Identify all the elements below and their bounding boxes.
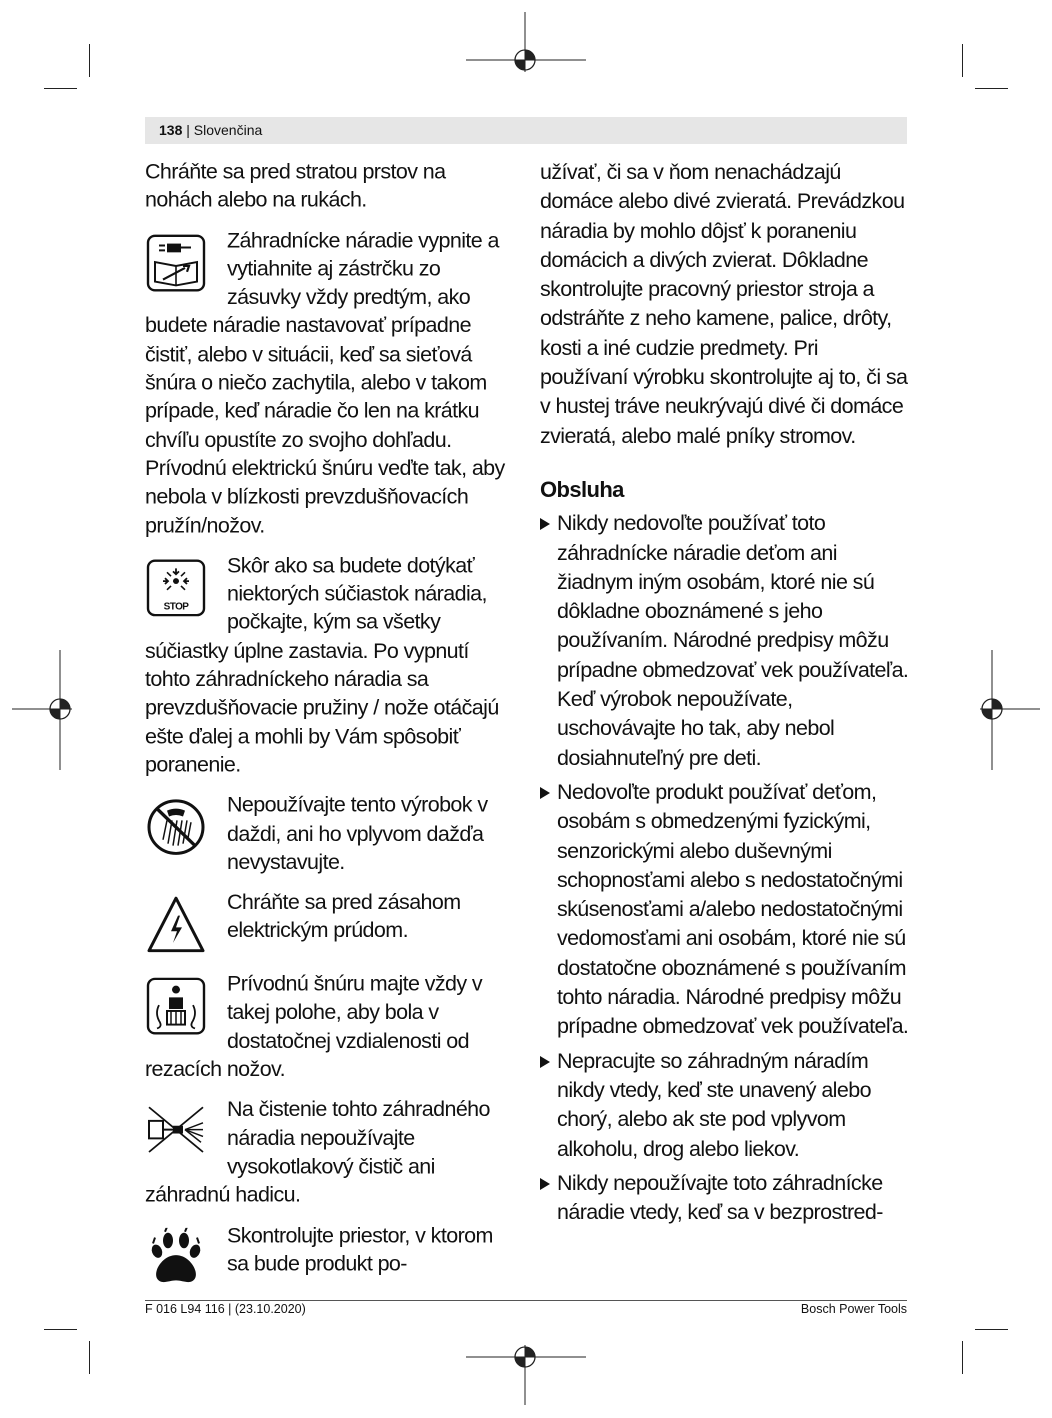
crop-mark: [962, 44, 963, 77]
stop-rotation-icon: [145, 558, 207, 618]
safety-text: Prívodnú šnúru majte vždy v takej polohe, aby bola v dostatočnej vzdialenosti od rezacích nožov.: [145, 972, 483, 1082]
safety-text: Nepoužívajte tento výrobok v daždi, ani ho vplyvom dažďa nevystavujte.: [227, 793, 488, 874]
intro-text: Chráňte sa pred stratou prstov na nohách alebo na rukách.: [145, 159, 446, 212]
safety-block-stop: [145, 552, 515, 780]
list-item-text: Nikdy nedovoľte používať toto záhradnícke náradie deťom ani žiadnym iným osobám, ktoré nie sú dôkladne oboznámené s jeho používaním. Národné predpisy môžu prípadne obmedzovať vek používateľa. Keď výrobok nepoužívate, uschovávajte ho tak, aby nebol dosiahnuteľný pre deti.: [557, 511, 909, 770]
cable-position-icon: [145, 976, 207, 1036]
crop-mark: [962, 1341, 963, 1374]
list-item-text: Nikdy nepoužívajte toto záhradnícke náradie vtedy, keď sa v bezprostred-: [557, 1170, 883, 1225]
safety-text: Záhradnícke náradie vypnite a vytiahnite aj zástrčku zo zásuvky vždy predtým, ako budete náradie nastavovať prípadne čistiť, alebo v situácii, keď sa sieťová šnúra o niečo zachytila, alebo v takom prípade, keď náradie čo len na krátku chvíľu opustíte zo svojho dohľadu. Prívodnú elektrickú šnúru veďte tak, aby nebola v blízkosti prevzdušňovacích pružín/nožov.: [145, 228, 505, 537]
registration-mark-right-icon: [980, 650, 1040, 770]
bullet-triangle-icon: [540, 1178, 550, 1190]
safety-text: Chráňte sa pred zásahom elektrickým prúdom.: [227, 890, 461, 943]
list-item: [540, 509, 910, 773]
page-number: 138: [159, 122, 183, 138]
footer-doc-id: F 016 L94 116 | (23.10.2020): [145, 1302, 306, 1316]
crop-mark: [975, 88, 1008, 89]
footer-brand: Bosch Power Tools: [800, 1302, 907, 1316]
list-item: [540, 1169, 910, 1228]
list-item: [540, 1047, 910, 1164]
registration-mark-top-icon: [466, 12, 586, 72]
section-heading: Obsluha: [540, 476, 624, 502]
header-separator: |: [186, 122, 190, 138]
page-header: [145, 117, 907, 144]
bullet-triangle-icon: [540, 518, 550, 530]
safety-block-washer: [145, 1096, 515, 1210]
stop-label: STOP: [163, 601, 189, 613]
manual-disconnect-icon: [145, 232, 207, 292]
no-rain-icon: [145, 797, 207, 857]
safety-block-rain: [145, 791, 515, 876]
instruction-list: [540, 509, 910, 1227]
header-language: Slovenčina: [193, 122, 263, 138]
crop-mark: [89, 1341, 90, 1374]
list-item-text: Nedovoľte produkt používať deťom, osobám s obmedzenými fyzickými, senzorickými alebo duševnými schopnosťami alebo s nedostatočnými skúsenosťami a/alebo nedostatočnými vedomosťami ani osobám, ktoré nie sú dostatočne oboznámené s používaním tohto náradia. Národné predpisy môžu prípadne obmedzovať vek používateľa.: [557, 779, 909, 1039]
safety-block-animals: [145, 1222, 515, 1292]
safety-text: Skôr ako sa budete dotýkať niektorých súčiastok náradia, počkajte, kým sa všetky súčiastky úplne zastavia. Po vypnutí tohto záhradníckeho náradia sa prevzdušňovacie pružiny / nože otáčajú ešte ďalej a mohli by Vám spôsobiť poranenie.: [145, 553, 499, 777]
list-item-text: Nepracujte so záhradným náradím nikdy vtedy, keď ste unavený alebo chorý, alebo ak ste pod vplyvom alkoholu, drog alebo liekov.: [557, 1048, 871, 1161]
bullet-triangle-icon: [540, 1056, 550, 1068]
list-item: [540, 778, 910, 1042]
crop-mark: [975, 1329, 1008, 1330]
safety-text: Na čistenie tohto záhradného náradia nepoužívajte vysokotlakový čistič ani záhradnú hadicu.: [145, 1097, 490, 1207]
crop-mark: [44, 88, 77, 89]
no-pressure-washer-icon: [145, 1102, 207, 1162]
crop-mark: [44, 1329, 77, 1330]
safety-block-cable: [145, 970, 515, 1084]
safety-text: Skontrolujte priestor, v ktorom sa bude produkt po-: [227, 1223, 493, 1276]
footer-rule: [145, 1300, 907, 1301]
safety-block-shock: [145, 889, 515, 959]
bullet-triangle-icon: [540, 787, 550, 799]
left-column: [145, 158, 515, 1292]
registration-mark-bottom-icon: [466, 1345, 586, 1405]
registration-mark-left-icon: [12, 650, 72, 770]
electric-shock-warning-icon: [145, 894, 207, 954]
animal-paw-icon: [145, 1227, 207, 1287]
safety-block-disconnect: [145, 227, 515, 540]
continuation-text: užívať, či sa v ňom nenachádzajú domáce alebo divé zvieratá. Prevádzkou náradia by mohlo dôjsť k poraneniu domácich a divých zvierat. Dôkladne skontrolujte pracovný priestor stroja a odstráňte z neho kamene, palice, drôty, kosti a iné cudzie predmety. Pri používaní výrobku skontrolujte aj to, či sa v hustej tráve neukrývajú divé či domáce zvieratá, alebo malé pníky stromov.: [540, 160, 908, 448]
right-column: [540, 158, 910, 1227]
crop-mark: [89, 44, 90, 77]
